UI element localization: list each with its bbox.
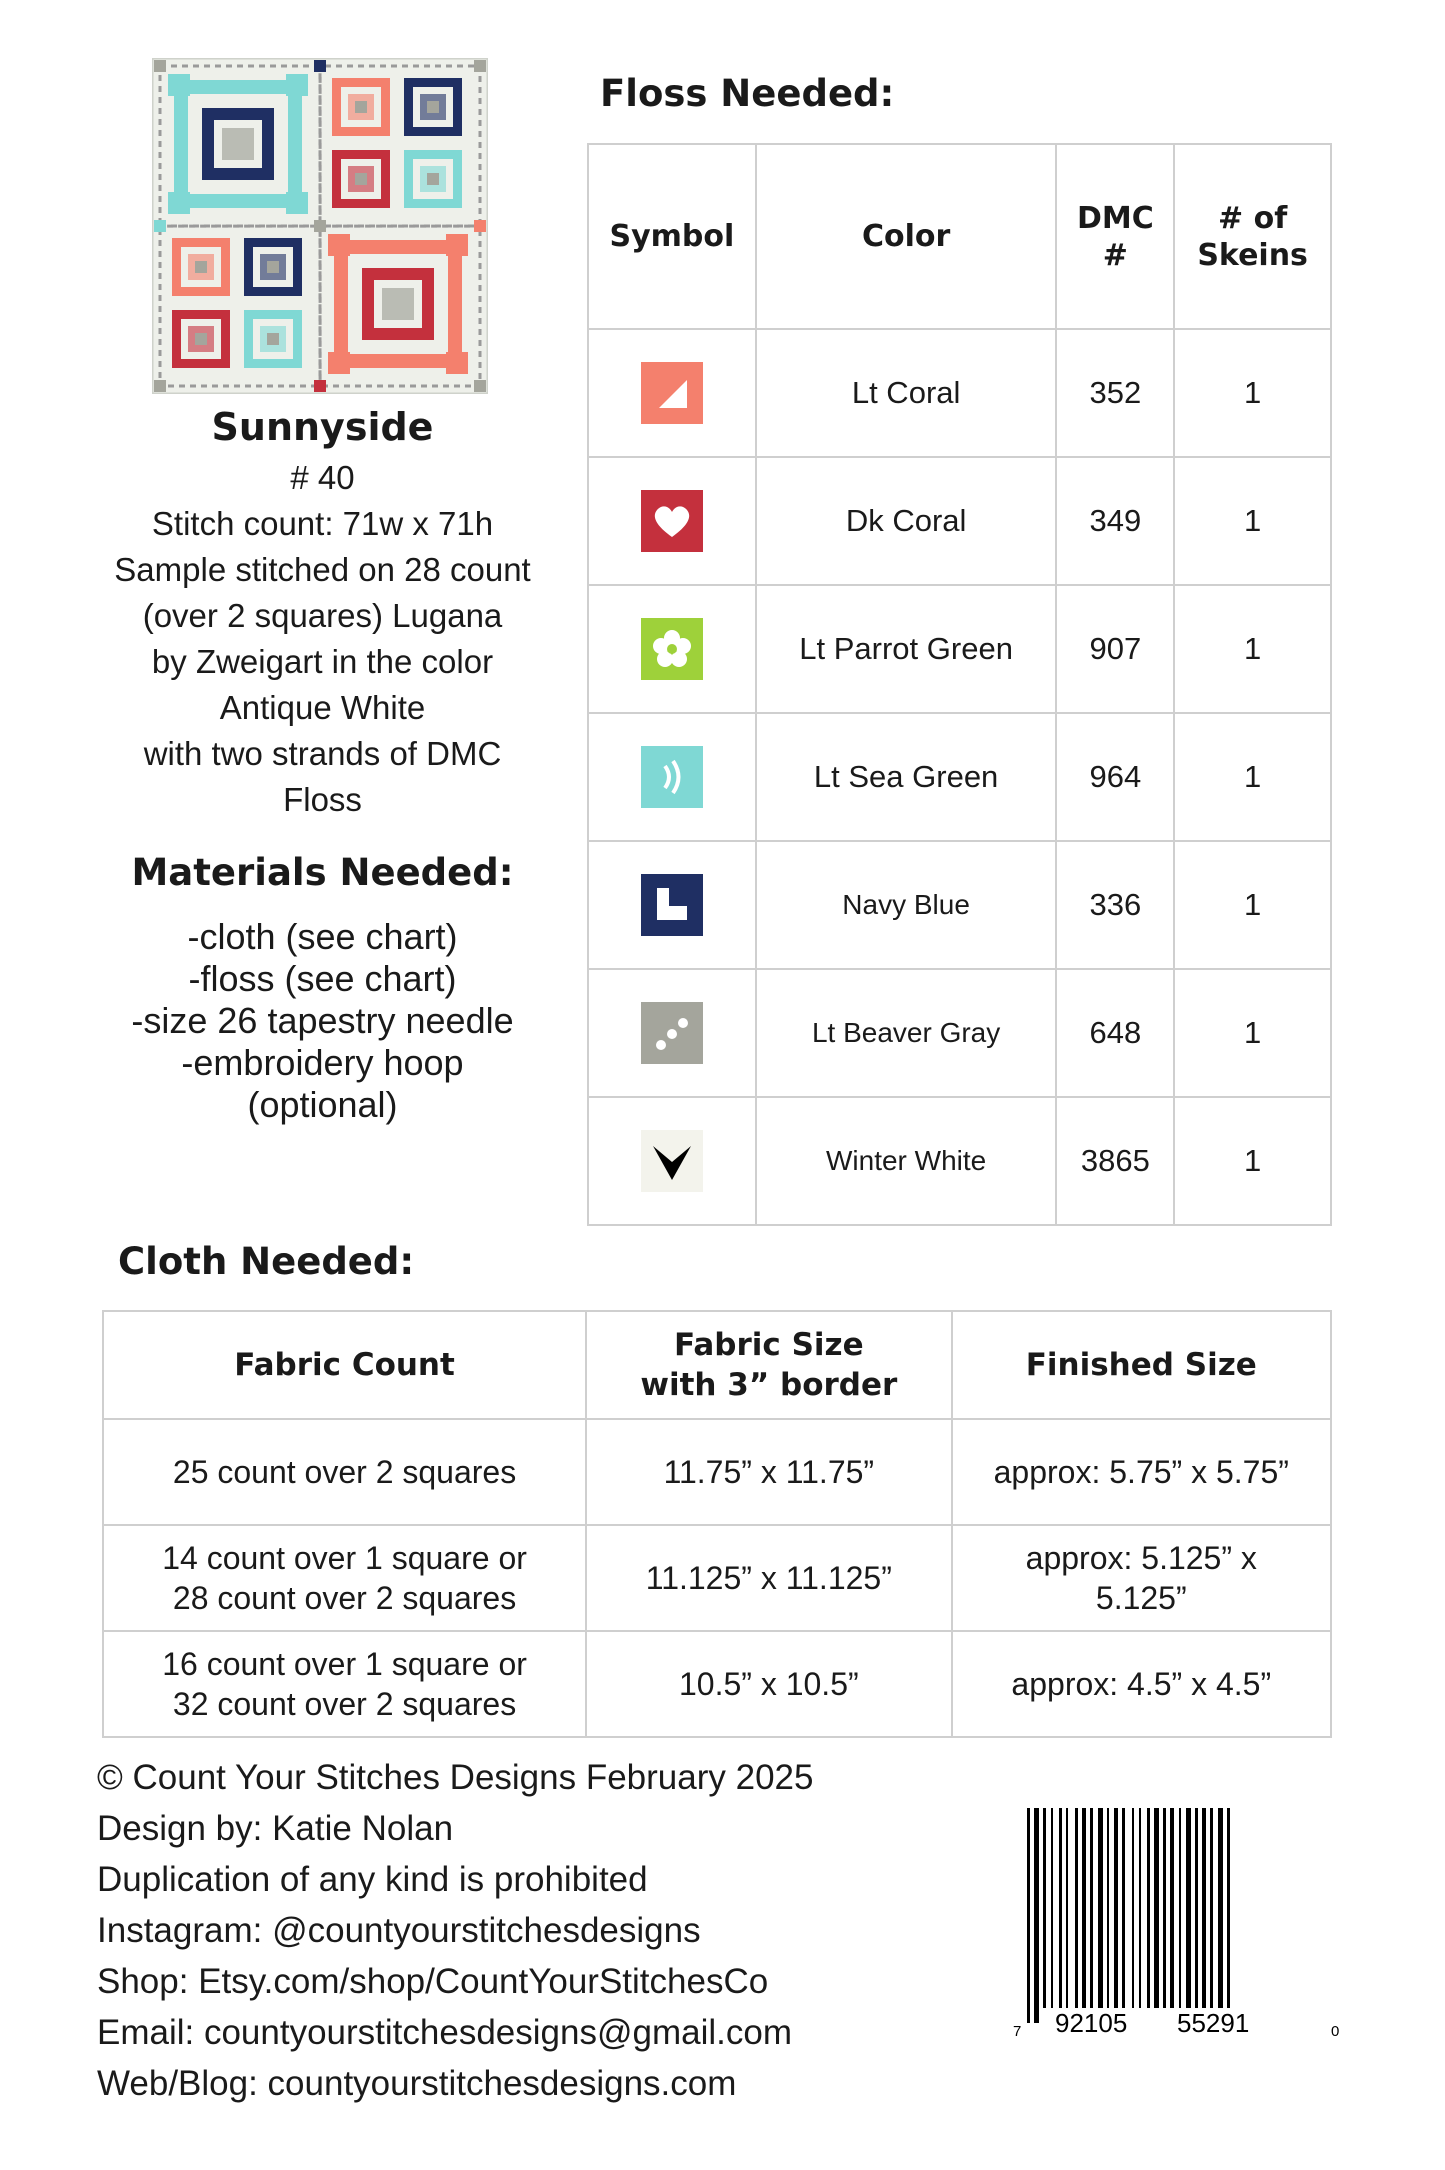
- sample-line: by Zweigart in the color: [151, 643, 494, 680]
- finished-size-line: approx: 5.125” x: [1025, 1540, 1257, 1576]
- header-fabric-size-line: with 3” border: [640, 1367, 898, 1403]
- floss-title: Floss Needed:: [600, 72, 895, 115]
- sample-line: Antique White: [219, 689, 426, 726]
- table-row: [588, 329, 1331, 457]
- duplication-notice: Duplication of any kind is prohibited: [97, 1860, 648, 1899]
- skeins-count: 1: [1174, 457, 1331, 585]
- table-row: [103, 1631, 1331, 1737]
- header-dmc-line: DMC: [1076, 200, 1154, 236]
- table-row: [588, 969, 1331, 1097]
- triangle-icon: [641, 362, 703, 424]
- barcode-bars: [1027, 1808, 1230, 2023]
- barcode-digits: 55291: [1177, 2008, 1250, 2038]
- skeins-count: 1: [1174, 329, 1331, 457]
- instagram-link[interactable]: Instagram: @countyourstitchesdesigns: [97, 1911, 701, 1950]
- email-link[interactable]: Email: countyourstitchesdesigns@gmail.com: [97, 2013, 792, 2052]
- designer-text: Design by: Katie Nolan: [97, 1809, 454, 1848]
- dmc-number: 3865: [1056, 1097, 1174, 1225]
- dmc-number: 349: [1056, 457, 1174, 585]
- design-number: # 40: [290, 459, 355, 496]
- dmc-number: 907: [1056, 585, 1174, 713]
- fabric-count-line: 16 count over 1 square or: [162, 1646, 527, 1682]
- fabric-count: 25 count over 2 squares: [103, 1419, 586, 1525]
- header-finished-size: Finished Size: [952, 1311, 1331, 1419]
- fabric-count-line: 28 count over 2 squares: [172, 1580, 517, 1616]
- header-dmc-line: #: [1102, 237, 1128, 273]
- skeins-count: 1: [1174, 841, 1331, 969]
- dmc-number: 352: [1056, 329, 1174, 457]
- header-dmc: [1056, 144, 1174, 329]
- design-info: [80, 405, 565, 1126]
- header-skeins-line: # of: [1218, 200, 1288, 236]
- table-row: [103, 1419, 1331, 1525]
- symbol-cell: [588, 713, 756, 841]
- table-row: [588, 841, 1331, 969]
- skeins-count: 1: [1174, 713, 1331, 841]
- materials-item: -size 26 tapestry needle: [131, 1000, 514, 1041]
- skeins-count: 1: [1174, 969, 1331, 1097]
- flower-icon: [641, 618, 703, 680]
- materials-item: -floss (see chart): [188, 958, 457, 999]
- cloth-table: [102, 1310, 1332, 1738]
- header-fabric-count: Fabric Count: [103, 1311, 586, 1419]
- barcode-digit: 0: [1331, 2023, 1340, 2040]
- color-name: Navy Blue: [756, 841, 1057, 969]
- skeins-count: 1: [1174, 585, 1331, 713]
- symbol-cell: [588, 1097, 756, 1225]
- symbol-cell: [588, 585, 756, 713]
- fabric-size: 11.75” x 11.75”: [586, 1419, 951, 1525]
- waves-icon: [641, 746, 703, 808]
- sample-line: (over 2 squares) Lugana: [142, 597, 503, 634]
- table-row: [588, 457, 1331, 585]
- finished-size: [952, 1525, 1331, 1631]
- fabric-count-line: 32 count over 2 squares: [172, 1686, 517, 1722]
- color-name: Lt Coral: [756, 329, 1057, 457]
- symbol-cell: [588, 969, 756, 1097]
- materials-item: -embroidery hoop: [181, 1042, 464, 1083]
- barcode-digits: 92105: [1055, 2008, 1128, 2038]
- header-skeins: [1174, 144, 1331, 329]
- fabric-count-line: 14 count over 1 square or: [162, 1540, 527, 1576]
- floss-header-row: [588, 144, 1331, 329]
- finished-size: approx: 4.5” x 4.5”: [952, 1631, 1331, 1737]
- materials-title: Materials Needed:: [131, 851, 514, 894]
- color-name: Lt Beaver Gray: [756, 969, 1057, 1097]
- fabric-count: [103, 1525, 586, 1631]
- header-fabric-size-line: Fabric Size: [674, 1327, 864, 1363]
- sample-line: Floss: [283, 781, 362, 818]
- pattern-preview-image: [152, 58, 488, 394]
- footer: [97, 1752, 813, 2109]
- skeins-count: 1: [1174, 1097, 1331, 1225]
- website-link[interactable]: Web/Blog: countyourstitchesdesigns.com: [97, 2064, 737, 2103]
- table-row: [588, 585, 1331, 713]
- color-name: Lt Sea Green: [756, 713, 1057, 841]
- finished-size: approx: 5.75” x 5.75”: [952, 1419, 1331, 1525]
- sample-line: with two strands of DMC: [143, 735, 502, 772]
- symbol-cell: [588, 841, 756, 969]
- shop-link[interactable]: Shop: Etsy.com/shop/CountYourStitchesCo: [97, 1962, 769, 2001]
- dmc-number: 336: [1056, 841, 1174, 969]
- floss-table: [587, 143, 1332, 1226]
- table-row: [103, 1525, 1331, 1631]
- finished-size-line: 5.125”: [1095, 1580, 1187, 1616]
- l-shape-icon: [641, 874, 703, 936]
- header-symbol: Symbol: [588, 144, 756, 329]
- sample-line: Sample stitched on 28 count: [114, 551, 531, 588]
- barcode-digit: 7: [1013, 2023, 1022, 2040]
- barcode: [1005, 1808, 1345, 2048]
- header-fabric-size: [586, 1311, 951, 1419]
- dmc-number: 648: [1056, 969, 1174, 1097]
- fabric-size: 10.5” x 10.5”: [586, 1631, 951, 1737]
- copyright-text: © Count Your Stitches Designs February 2025: [97, 1758, 814, 1797]
- color-name: Dk Coral: [756, 457, 1057, 585]
- materials-item: (optional): [247, 1084, 398, 1125]
- heart-icon: [641, 490, 703, 552]
- cloth-header-row: [103, 1311, 1331, 1419]
- fabric-size: 11.125” x 11.125”: [586, 1525, 951, 1631]
- table-row: [588, 713, 1331, 841]
- color-name: Lt Parrot Green: [756, 585, 1057, 713]
- dmc-number: 964: [1056, 713, 1174, 841]
- header-skeins-line: Skeins: [1197, 237, 1308, 273]
- materials-item: -cloth (see chart): [187, 916, 458, 957]
- symbol-cell: [588, 329, 756, 457]
- table-row: [588, 1097, 1331, 1225]
- dots-icon: [641, 1002, 703, 1064]
- header-color: Color: [756, 144, 1057, 329]
- symbol-cell: [588, 457, 756, 585]
- cloth-title: Cloth Needed:: [118, 1240, 415, 1283]
- chevron-down-icon: [641, 1130, 703, 1192]
- stitch-count: Stitch count: 71w x 71h: [151, 505, 494, 542]
- fabric-count: [103, 1631, 586, 1737]
- color-name: Winter White: [756, 1097, 1057, 1225]
- design-title: Sunnyside: [211, 405, 434, 449]
